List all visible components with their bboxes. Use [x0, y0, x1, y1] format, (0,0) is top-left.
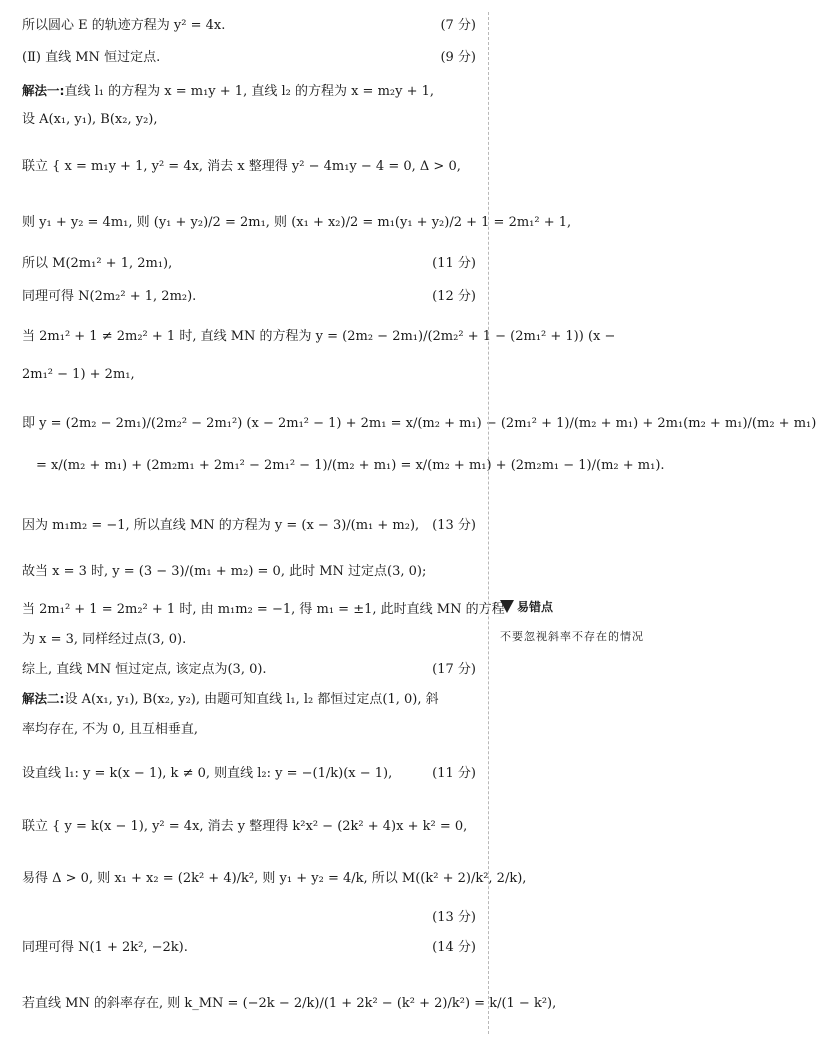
score-label: (17 分) — [432, 662, 476, 677]
solution-line: 联立 { x = m₁y + 1, y² = 4x, 消去 x 整理得 y² − 4m₁y − 4 = 0, Δ > 0, — [22, 159, 461, 174]
solution-line: 易得 Δ > 0, 则 x₁ + x₂ = (2k² + 4)/k², 则 y₁ + y₂ = 4/k, 所以 M((k² + 2)/k², 2/k), — [22, 871, 527, 886]
score-label: (13 分) — [432, 518, 476, 533]
warning-triangle-icon — [500, 600, 514, 613]
error-prone-note: 不要忽视斜率不存在的情况 — [500, 630, 644, 643]
solution-line — [22, 688, 476, 707]
column-divider — [488, 12, 489, 1034]
method-heading: 解法一: — [22, 83, 65, 98]
solution-line: 当 2m₁² + 1 ≠ 2m₂² + 1 时, 直线 MN 的方程为 y = (2m₂ − 2m₁)/(2m₂² + 1 − (2m₁² + 1)) (x − — [22, 329, 616, 344]
score-label: (9 分) — [440, 50, 476, 65]
score-label: (14 分) — [432, 940, 476, 955]
error-prone-title: 易错点 — [517, 600, 554, 614]
solution-line: 所以圆心 E 的轨迹方程为 y² = 4x. — [22, 18, 226, 33]
solution-line: 为 x = 3, 同样经过点(3, 0). — [22, 632, 187, 647]
solution-text: 设 A(x₁, y₁), B(x₂, y₂), 由题可知直线 l₁, l₂ 都恒过定点(1, 0), 斜 — [64, 692, 439, 707]
score-label: (7 分) — [440, 18, 476, 33]
solution-line — [22, 80, 476, 99]
solution-line: 设直线 l₁: y = k(x − 1), k ≠ 0, 则直线 l₂: y = −(1/k)(x − 1), — [22, 766, 393, 781]
solution-line: = x/(m₂ + m₁) + (2m₂m₁ + 2m₁² − 2m₁² − 1)/(m₂ + m₁) = x/(m₂ + m₁) + (2m₂m₁ − 1)/(m₂ + m₁). — [36, 458, 665, 473]
solution-text: 直线 l₁ 的方程为 x = m₁y + 1, 直线 l₂ 的方程为 x = m₂y + 1, — [64, 84, 435, 99]
solution-line: (Ⅱ) 直线 MN 恒过定点. — [22, 50, 161, 65]
solution-line: 则 y₁ + y₂ = 4m₁, 则 (y₁ + y₂)/2 = 2m₁, 则 (x₁ + x₂)/2 = m₁(y₁ + y₂)/2 + 1 = 2m₁² + 1, — [22, 215, 572, 230]
method-heading: 解法二: — [22, 691, 65, 706]
solution-line: 2m₁² − 1) + 2m₁, — [22, 367, 135, 382]
error-prone-heading — [500, 598, 553, 615]
solution-line: 所以 M(2m₁² + 1, 2m₁), — [22, 256, 173, 271]
solution-line: 同理可得 N(2m₂² + 1, 2m₂). — [22, 289, 197, 304]
solution-line: 故当 x = 3 时, y = (3 − 3)/(m₁ + m₂) = 0, 此时 MN 过定点(3, 0); — [22, 564, 427, 579]
score-label: (11 分) — [432, 766, 476, 781]
solution-line: 设 A(x₁, y₁), B(x₂, y₂), — [22, 112, 158, 127]
solution-line: 联立 { y = k(x − 1), y² = 4x, 消去 y 整理得 k²x² − (2k² + 4)x + k² = 0, — [22, 819, 468, 834]
solution-line: 即 y = (2m₂ − 2m₁)/(2m₂² − 2m₁²) (x − 2m₁² − 1) + 2m₁ = x/(m₂ + m₁) − (2m₁² + 1)/(m₂ + m₁) + 2m₁(m₂ + m₁)/(m₂ + m₁) — [22, 416, 816, 431]
score-label: (12 分) — [432, 289, 476, 304]
solution-line: 率均存在, 不为 0, 且互相垂直, — [22, 722, 199, 737]
solution-line: 若直线 MN 的斜率存在, 则 k_MN = (−2k − 2/k)/(1 + 2k² − (k² + 2)/k²) = k/(1 − k²), — [22, 996, 557, 1011]
solution-line: 综上, 直线 MN 恒过定点, 该定点为(3, 0). — [22, 662, 267, 677]
score-label: (11 分) — [432, 256, 476, 271]
solution-line: 因为 m₁m₂ = −1, 所以直线 MN 的方程为 y = (x − 3)/(m₁ + m₂), — [22, 518, 420, 533]
score-label: (13 分) — [432, 910, 476, 925]
margin-notes — [497, 0, 687, 1037]
solution-line: 当 2m₁² + 1 = 2m₂² + 1 时, 由 m₁m₂ = −1, 得 m₁ = ±1, 此时直线 MN 的方程 — [22, 602, 505, 617]
solution-line: 同理可得 N(1 + 2k², −2k). — [22, 940, 188, 955]
